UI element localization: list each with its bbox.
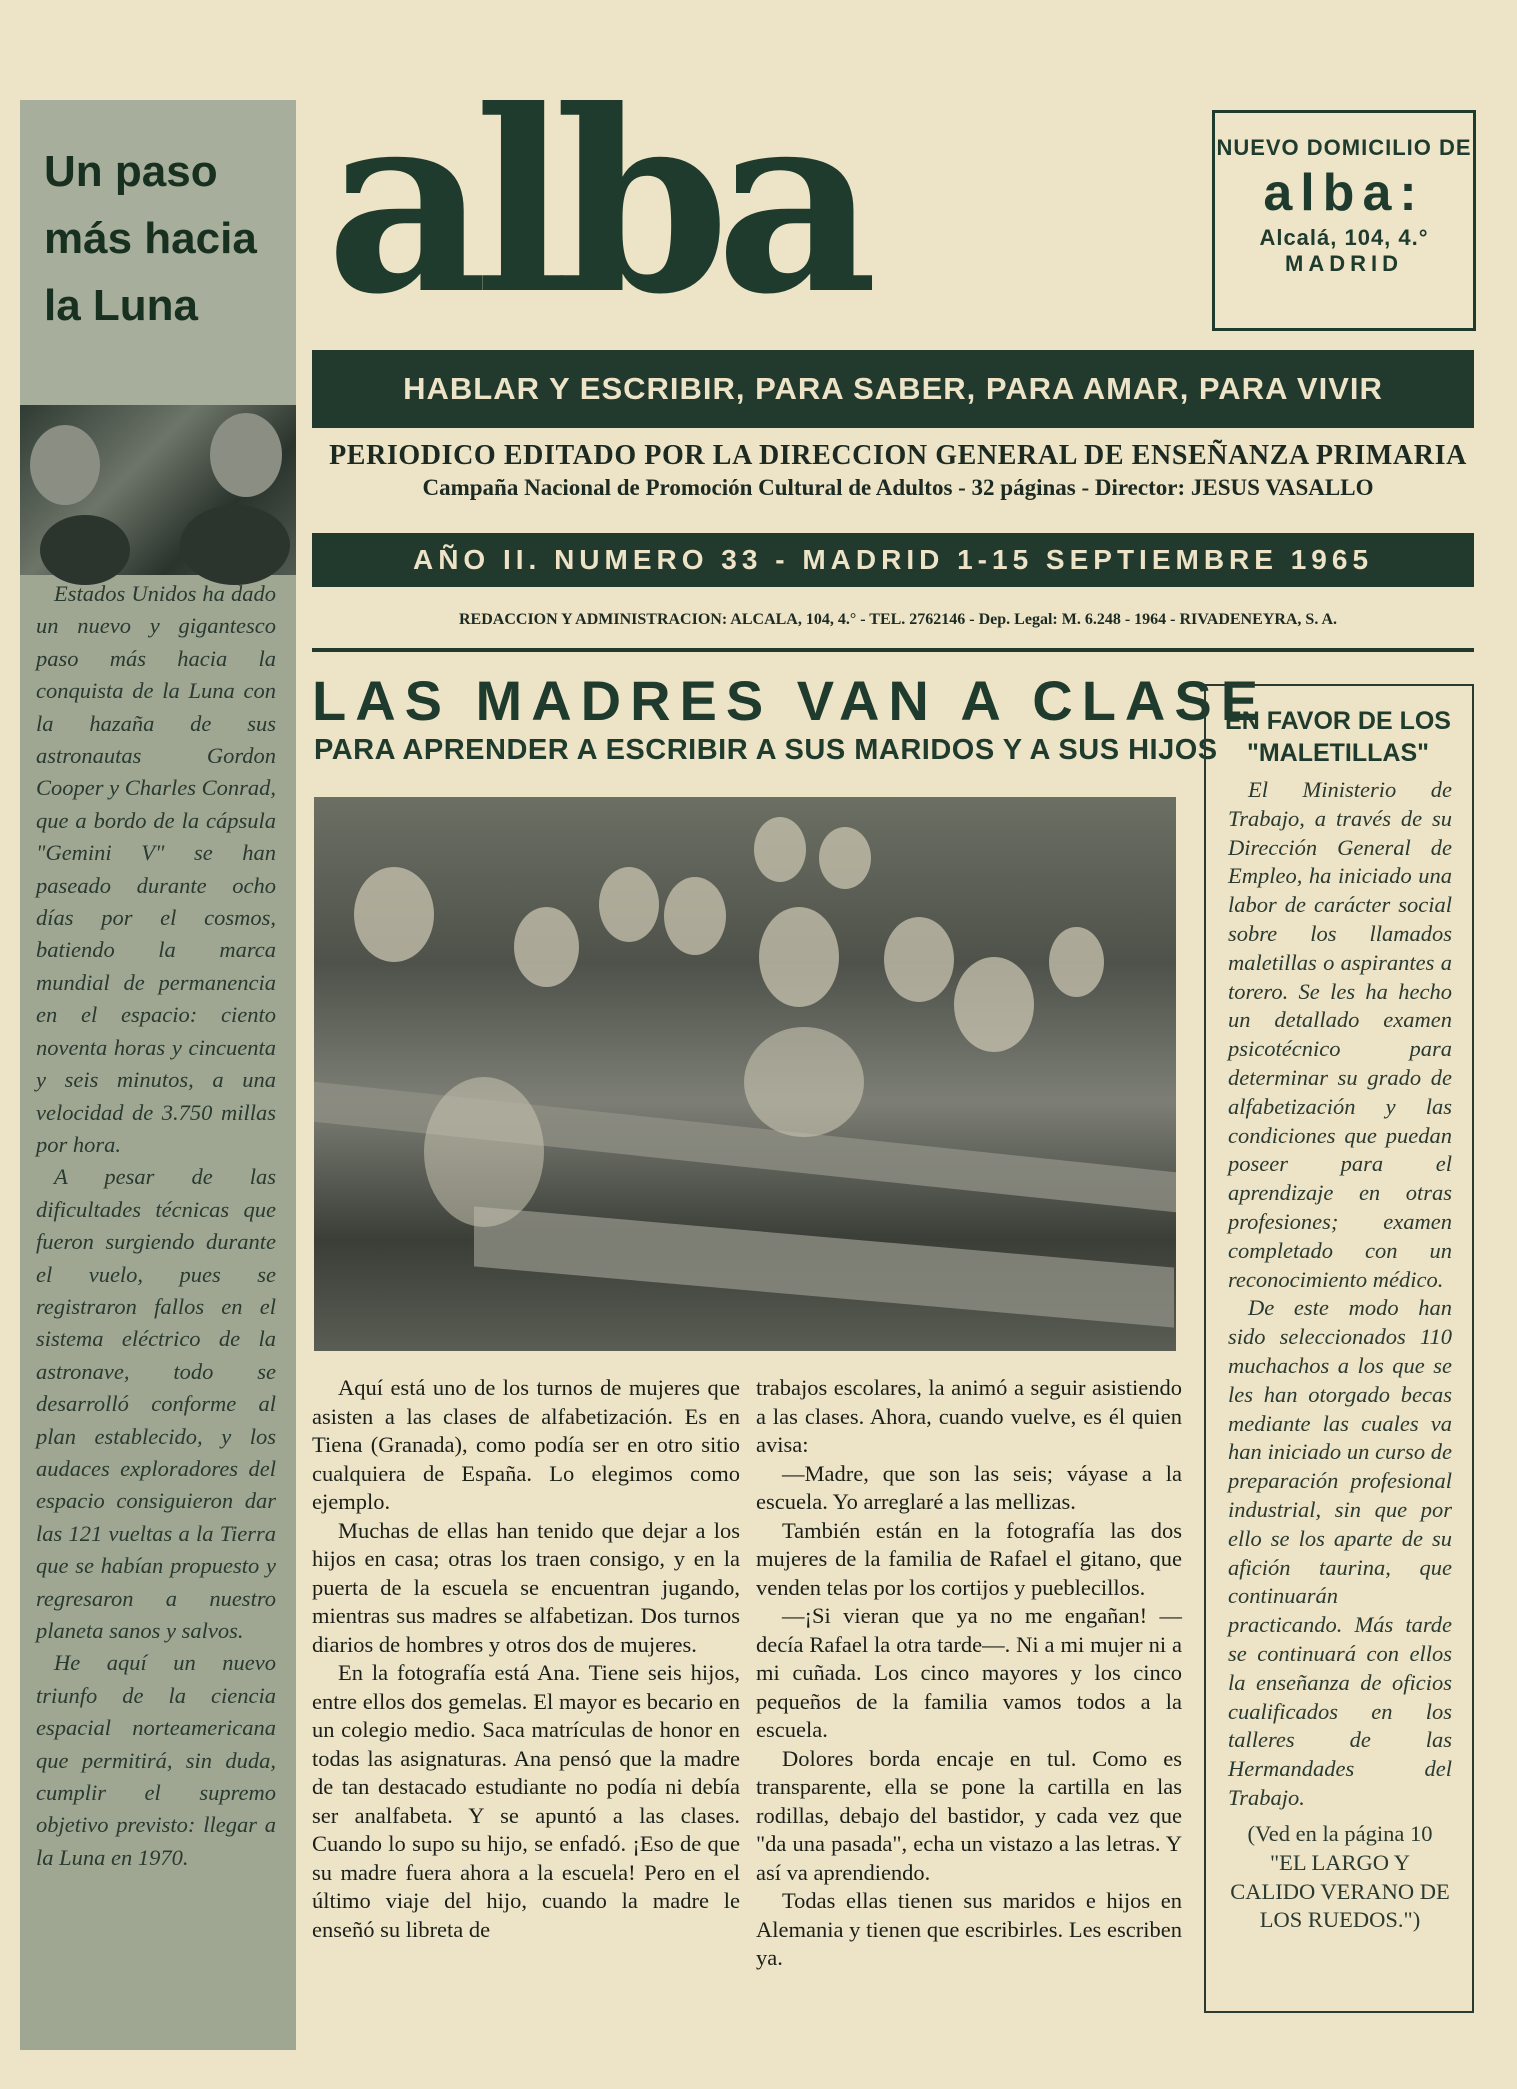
sidebar-paragraph: He aquí un nuevo triunfo de la ciencia espacial norteamericana que permitirá, sin duda, cumplir el supremo objetivo previsto: llegar a la Luna en 1970. bbox=[36, 1650, 276, 1870]
article-subheadline: PARA APRENDER A ESCRIBIR A SUS MARIDOS Y A SUS HIJOS bbox=[314, 734, 1218, 766]
publisher-line: PERIODICO EDITADO POR LA DIRECCION GENERAL DE ENSEÑANZA PRIMARIA bbox=[329, 440, 1467, 471]
sidebar-paragraph: Estados Unidos ha dado un nuevo y gigantesco paso más hacia la conquista de la Luna con la hazaña de sus astronautas Gordon Cooper y Charles Conrad, que a bordo de la cápsula "Gemini V" se han paseado durante ocho días por el cosmos, batiendo la marca mundial de permanencia en el espacio: ciento noventa horas y cincuenta y seis minutos, a una velocidad de 3.750 millas por hora. bbox=[36, 581, 277, 1157]
article-paragraph: —¡Si vieran que ya no me engañan! —decía Rafael la otra tarde—. Ni a mi mujer ni a mi cuñada. Los cinco mayores y los cinco pequeños de la familia vamos todos a la escuela. bbox=[756, 1603, 1182, 1742]
article-paragraph: Muchas de ellas han tenido que dejar a los hijos en casa; otras los traen consigo, y en la puerta de la escuela se encuentran jugando, mientras sus madres se alfabetizan. Dos turnos diarios de hombres y otros dos de mujeres. bbox=[312, 1517, 740, 1657]
article-headline: LAS MADRES VAN A CLASE bbox=[312, 669, 1268, 732]
article-paragraph: Dolores borda encaje en tul. Como es transparente, ella se pone la cartilla en las rodillas, debajo del bastidor, y cada vez que "da una pasada", echa un vistazo a las letras. Y así va aprendiendo. bbox=[756, 1745, 1182, 1885]
classroom-photo bbox=[314, 797, 1176, 1351]
article-paragraph: Todas ellas tienen sus maridos e hijos en Alemania y tienen que escribirles. Les escriben ya. bbox=[756, 1888, 1182, 1970]
article-paragraph: —Madre, que son las seis; váyase a la escuela. Yo arreglaré a las mellizas. bbox=[756, 1460, 1182, 1514]
article-column-2 bbox=[756, 1374, 1182, 1973]
alba-logo: alba bbox=[326, 55, 864, 349]
article-paragraph: También están en la fotografía las dos mujeres de la familia de Rafael el gitano, que venden telas por los cortijos y pueblecillos. bbox=[756, 1517, 1182, 1600]
maletillas-paragraph: De este modo han sido seleccionados 110 muchachos a los que se les han otorgado becas mediante las cuales va han iniciado un curso de preparación profesional industrial, sin que por ello se los aparte de su afición taurina, que continuarán practicando. Más tarde se continuará con ellos la enseñanza de oficios cualificados en los talleres de las Hermandades del Trabajo. bbox=[1228, 1295, 1452, 1810]
sidebar-title: Un paso más hacia la Luna bbox=[44, 147, 257, 330]
astronauts-photo bbox=[20, 405, 296, 575]
article-paragraph: trabajos escolares, la animó a seguir asistiendo a las clases. Ahora, cuando vuelve, es él quien avisa: bbox=[756, 1375, 1182, 1457]
new-address-city: MADRID bbox=[1285, 251, 1403, 276]
motto-banner: HABLAR Y ESCRIBIR, PARA SABER, PARA AMAR, PARA VIVIR bbox=[312, 350, 1474, 428]
sidebar-paragraph: A pesar de las dificultades técnicas que fueron surgiendo durante el vuelo, pues se registraron fallos en el sistema eléctrico de la astronave, todo se desarrolló conforme al plan establecido, y los audaces exploradores del espacio consiguieron dar las 121 vueltas a la Tierra que se habían propuesto y regresaron a nuestro planeta sanos y salvos. bbox=[36, 1164, 276, 1643]
new-address-street: Alcalá, 104, 4.° bbox=[1259, 225, 1429, 250]
campaign-line: Campaña Nacional de Promoción Cultural de Adultos - 32 páginas - Director: JESUS VASALLO bbox=[422, 475, 1374, 500]
maletillas-page-reference: (Ved en la página 10 "EL LARGO Y CALIDO VERANO DE LOS RUEDOS.") bbox=[1230, 1821, 1450, 1933]
new-address-brand: alba: bbox=[1263, 164, 1425, 222]
article-paragraph: Aquí está uno de los turnos de mujeres que asisten a las clases de alfabetización. Es en Tiena (Granada), como podía ser en otro sitio cualquiera de España. Lo elegimos como ejemplo. bbox=[312, 1375, 740, 1514]
new-address-line: NUEVO DOMICILIO DE bbox=[1216, 135, 1472, 160]
sidebar-article-text bbox=[36, 578, 276, 1874]
maletillas-title: EN FAVOR DE LOS "MALETILLAS" bbox=[1225, 707, 1451, 767]
maletillas-text bbox=[1228, 776, 1452, 1813]
editorial-address: REDACCION Y ADMINISTRACION: ALCALA, 104, 4.° - TEL. 2762146 - Dep. Legal: M. 6.248 - 1964 - RIVADENEYRA, S. A. bbox=[459, 611, 1337, 628]
maletillas-paragraph: El Ministerio de Trabajo, a través de su Dirección General de Empleo, ha iniciado una labor de carácter social sobre los llamados maletillas o aspirantes a torero. Se les ha hecho un detallado examen psicotécnico para determinar su grado de alfabetización y las condiciones que puedan poseer para el aprendizaje en otras profesiones; examen completado con un reconocimiento médico. bbox=[1228, 777, 1452, 1292]
article-column-1 bbox=[312, 1374, 740, 1944]
article-paragraph: En la fotografía está Ana. Tiene seis hijos, entre ellos dos gemelas. El mayor es becario en un colegio medio. Saca matrículas de honor en todas las asignaturas. Ana pensó que la madre de tan destacado estudiante no podía ni debía ser analfabeta. Y se apuntó a las clases. Cuando lo supo su hijo, se enfadó. ¡Eso de que su madre fuera ahora a la escuela! Pero en el último viaje del hijo, cuando la madre le enseñó su libreta de bbox=[312, 1660, 740, 1942]
divider bbox=[312, 648, 1474, 652]
new-address-box bbox=[1212, 110, 1476, 331]
issue-banner: AÑO II. NUMERO 33 - MADRID 1-15 SEPTIEMBRE 1965 bbox=[312, 533, 1474, 587]
